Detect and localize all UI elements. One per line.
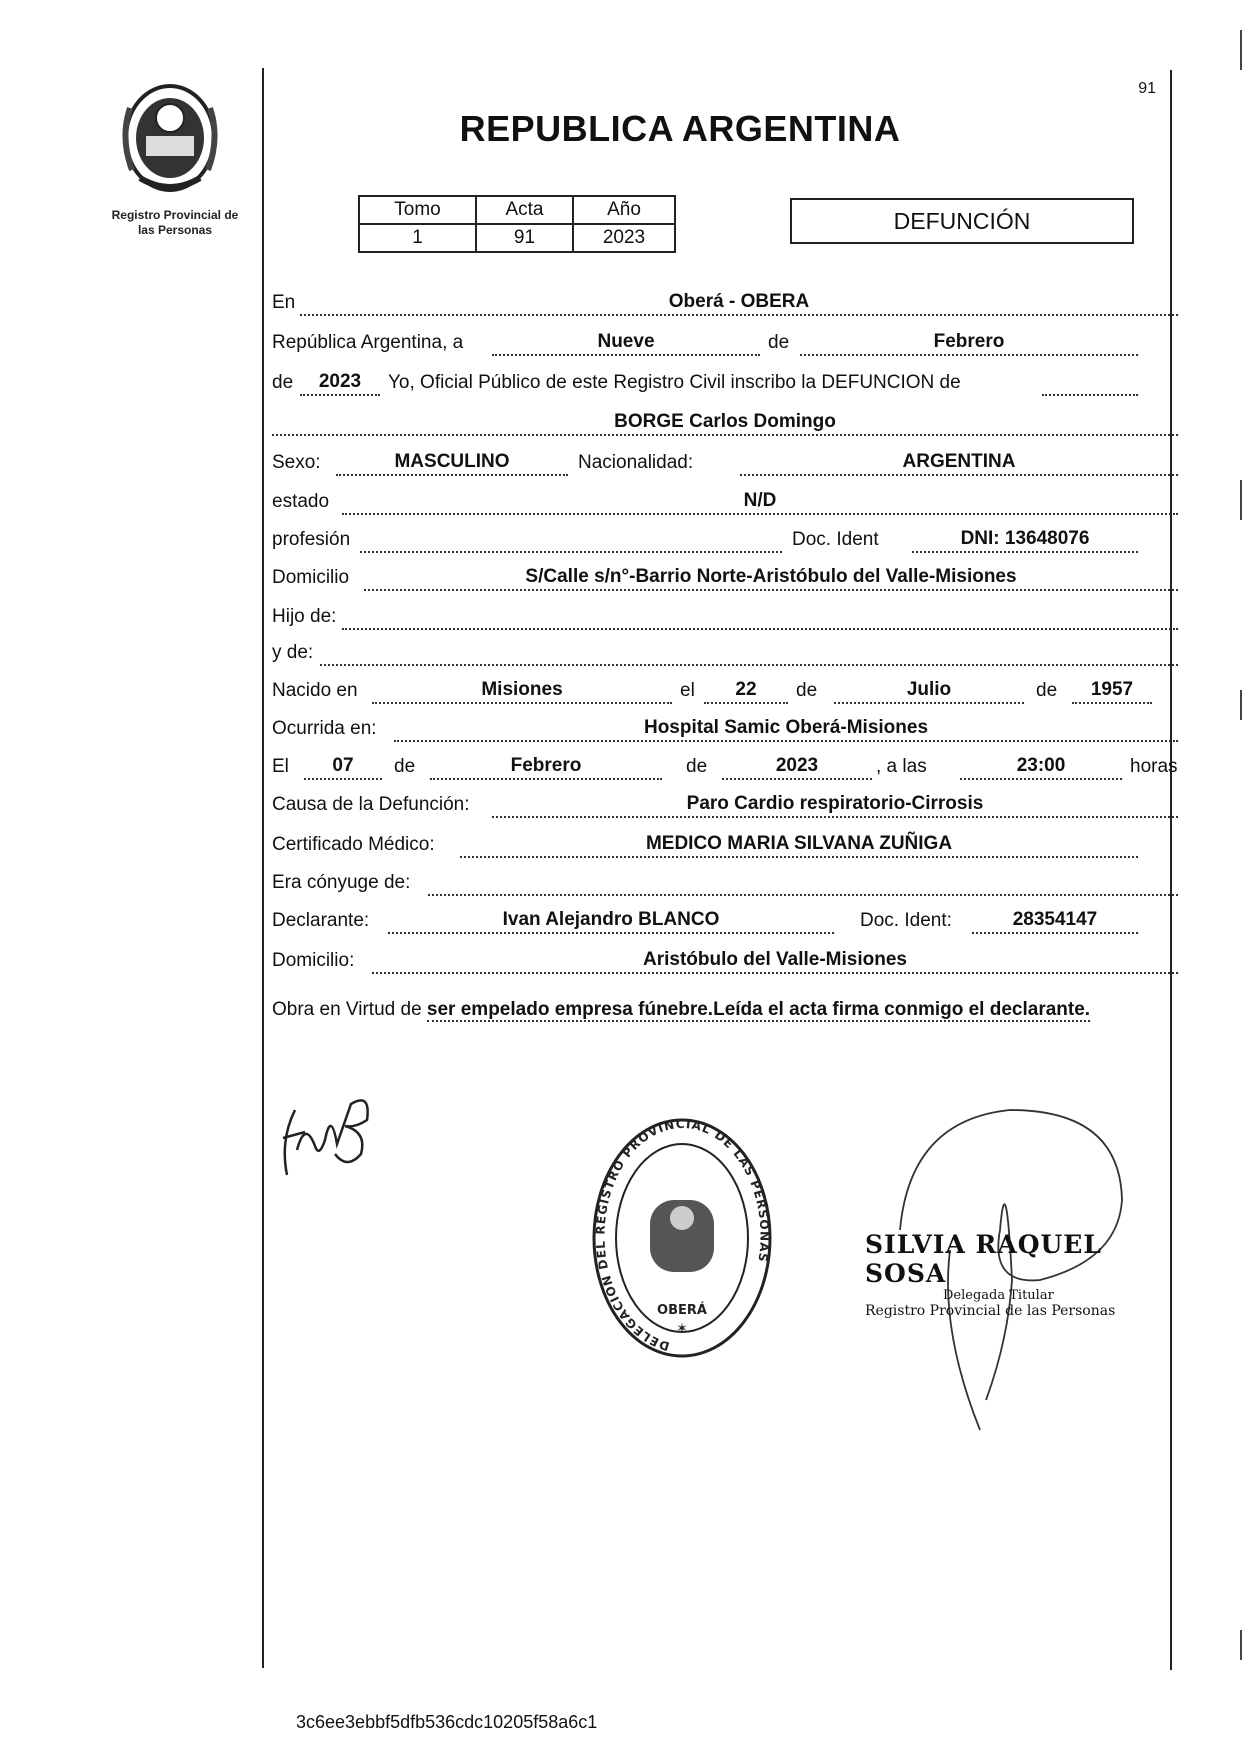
org-name — [95, 208, 255, 238]
label-conyuge: Era cónyuge de: — [272, 872, 411, 893]
row-domicilio — [272, 563, 1178, 593]
label-nacionalidad: Nacionalidad: — [578, 452, 694, 473]
field-estado: N/D — [342, 489, 1178, 515]
field-profesion — [360, 527, 782, 553]
org-line-2: las Personas — [137, 223, 213, 237]
row-el — [272, 752, 1178, 782]
org-line-1: Registro Provincial de — [111, 208, 239, 222]
svg-text:DELEGACION DEL REGISTRO PROVIN: DELEGACION DEL REGISTRO PROVINCIAL DE LAS PERSONAS — [593, 1118, 772, 1354]
label-ocurrida: Ocurrida en: — [272, 718, 377, 739]
field-birth-day: 22 — [704, 678, 788, 704]
label-domicilio: Domicilio: — [272, 950, 355, 971]
row-ocurrida — [272, 714, 1178, 744]
scan-mark — [1240, 30, 1242, 70]
row-causa — [272, 790, 1178, 820]
row-conyuge — [272, 868, 1178, 898]
label-obra: Obra en Virtud de — [272, 999, 422, 1020]
field-year: 2023 — [300, 370, 380, 396]
label-declarante: Declarante: — [272, 910, 370, 931]
label-y-de: y de: — [272, 642, 314, 663]
label-sexo: Sexo: — [272, 452, 321, 473]
label-decl-doc: Doc. Ident: — [860, 910, 952, 931]
field-death-day: 07 — [304, 754, 382, 780]
row-estado — [272, 487, 1178, 517]
label-horas: horas — [1130, 756, 1178, 777]
label-certificado: Certificado Médico: — [272, 834, 435, 855]
field-nacionalidad: ARGENTINA — [740, 450, 1178, 476]
field-place: Oberá - OBERA — [300, 290, 1178, 316]
label-domicilio: Domicilio — [272, 567, 350, 588]
official-stamp — [590, 1118, 775, 1363]
field-birth-month: Julio — [834, 678, 1024, 704]
field-obra: ser empelado empresa fúnebre.Leída el acta firma conmigo el declarante. — [426, 999, 1091, 1020]
field-y-de — [320, 640, 1178, 666]
declarant-signature — [275, 1080, 385, 1190]
svg-text:✶: ✶ — [676, 1320, 688, 1336]
field-death-place: Hospital Samic Oberá-Misiones — [394, 716, 1178, 742]
field-causa: Paro Cardio respiratorio-Cirrosis — [492, 792, 1178, 818]
label-hijo-de: Hijo de: — [272, 606, 337, 627]
label-nacido-en: Nacido en — [272, 680, 358, 701]
act-type-box: DEFUNCIÓN — [790, 198, 1134, 244]
field-deceased-name: BORGE Carlos Domingo — [272, 410, 1178, 436]
row-hijo — [272, 602, 1178, 632]
scan-mark — [1240, 690, 1242, 720]
row-name — [272, 408, 1178, 438]
row-obra — [272, 995, 1178, 1025]
label-estado: estado — [272, 491, 330, 512]
acta-value: 91 — [476, 224, 573, 252]
row-de-year — [272, 368, 1178, 398]
stamp-city: OBERÁ — [657, 1303, 707, 1318]
field-birth-place: Misiones — [372, 678, 672, 704]
label-de: de — [394, 756, 416, 777]
signatory-block — [865, 1230, 1165, 1319]
label-el: El — [272, 756, 289, 777]
field-certificado: MEDICO MARIA SILVANA ZUÑIGA — [460, 832, 1138, 858]
signatory-role: Delegada Titular — [943, 1288, 1054, 1303]
anio-header: Año — [573, 196, 675, 224]
document-hash: 3c6ee3ebbf5dfb536cdc10205f58a6c1 — [296, 1712, 598, 1732]
signatory-name: SILVIA RAQUEL SOSA — [865, 1230, 1102, 1288]
scan-mark — [1240, 480, 1242, 520]
page-number: 91 — [1138, 80, 1156, 97]
field-domicilio-declarante: Aristóbulo del Valle-Misiones — [372, 948, 1178, 974]
row-yde — [272, 638, 1178, 668]
field-month: Febrero — [800, 330, 1138, 356]
label-a-las: , a las — [876, 756, 927, 777]
label-el: el — [680, 680, 695, 701]
field-declarante: Ivan Alejandro BLANCO — [388, 908, 834, 934]
field-blank — [1042, 370, 1138, 396]
row-nacido — [272, 676, 1178, 706]
row-certificado — [272, 830, 1178, 860]
left-margin-line — [262, 68, 264, 1668]
field-day: Nueve — [492, 330, 760, 356]
label-de: de — [796, 680, 818, 701]
field-hijo-de — [342, 604, 1178, 630]
label-de: de — [768, 332, 790, 353]
label-de: de — [686, 756, 708, 777]
label-en: En — [272, 292, 296, 313]
field-domicilio: S/Calle s/n°-Barrio Norte-Aristóbulo del Valle-Misiones — [364, 565, 1178, 591]
scan-mark — [1240, 1630, 1242, 1660]
field-decl-doc: 28354147 — [972, 908, 1138, 934]
field-birth-year: 1957 — [1072, 678, 1152, 704]
row-declarante — [272, 906, 1178, 936]
row-domicilio-declarante — [272, 946, 1178, 976]
acta-header: Acta — [476, 196, 573, 224]
label-de: de — [1036, 680, 1058, 701]
row-profesion — [272, 525, 1178, 555]
label-causa: Causa de la Defunción: — [272, 794, 470, 815]
province-seal-icon — [110, 78, 230, 198]
label-republica: República Argentina, a — [272, 332, 464, 353]
row-republica — [272, 328, 1178, 358]
label-yo-text: Yo, Oficial Público de este Registro Civil inscribo la DEFUNCION de — [388, 372, 961, 393]
document-title: REPUBLICA ARGENTINA — [459, 108, 901, 149]
field-doc-ident: DNI: 13648076 — [912, 527, 1138, 553]
label-de: de — [272, 372, 294, 393]
anio-value: 2023 — [573, 224, 675, 252]
label-profesion: profesión — [272, 529, 351, 550]
signatory-org: Registro Provincial de las Personas — [865, 1303, 1116, 1319]
tomo-header: Tomo — [359, 196, 476, 224]
field-death-year: 2023 — [722, 754, 872, 780]
row-sexo — [272, 448, 1178, 478]
field-sexo: MASCULINO — [336, 450, 568, 476]
field-death-month: Febrero — [430, 754, 662, 780]
field-conyuge — [428, 870, 1178, 896]
tomo-value: 1 — [359, 224, 476, 252]
field-death-time: 23:00 — [960, 754, 1122, 780]
label-doc-ident: Doc. Ident — [792, 529, 879, 550]
row-en — [272, 288, 1178, 318]
registry-table — [358, 195, 676, 253]
